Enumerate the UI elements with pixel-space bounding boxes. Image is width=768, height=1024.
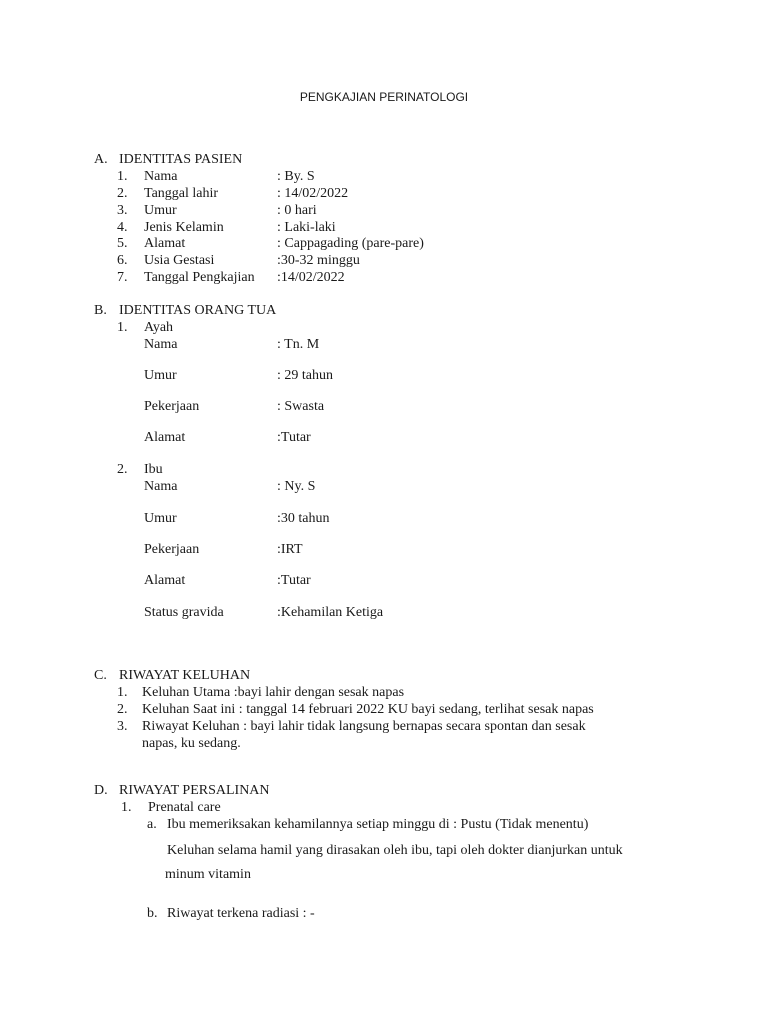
field-value: :Kehamilan Ketiga	[277, 605, 384, 620]
section-a-letter: A.	[94, 152, 108, 167]
sub-item-letter: a.	[147, 817, 157, 832]
section-a-heading: IDENTITAS PASIEN	[119, 152, 243, 167]
father-heading: Ayah	[144, 320, 174, 335]
list-item-number: 2.	[117, 186, 128, 201]
field-label: Tanggal Pengkajian	[144, 270, 255, 285]
list-item-number: 1.	[121, 800, 132, 815]
sub-item-note: Keluhan selama hamil yang dirasakan oleh ibu, tapi oleh dokter dianjurkan untuk	[167, 843, 623, 858]
list-item-number: 1.	[117, 320, 128, 335]
list-item-text: Keluhan Saat ini : tanggal 14 februari 2022 KU bayi sedang, terlihat sesak napas	[142, 702, 594, 717]
field-value: : Ny. S	[277, 479, 316, 494]
list-item-number: 1.	[117, 685, 128, 700]
field-label: Jenis Kelamin	[144, 220, 224, 235]
field-value: : Laki-laki	[277, 220, 336, 235]
field-label: Alamat	[144, 236, 186, 251]
list-item-number: 7.	[117, 270, 128, 285]
field-value: :14/02/2022	[277, 270, 345, 285]
field-label: Umur	[144, 511, 177, 526]
field-value: :30-32 minggu	[277, 253, 360, 268]
field-label: Alamat	[144, 573, 186, 588]
list-item-text: Riwayat Keluhan : bayi lahir tidak langsung bernapas secara spontan dan sesak	[142, 719, 586, 734]
field-label: Nama	[144, 169, 178, 184]
sub-item-text: Riwayat terkena radiasi : -	[167, 906, 315, 921]
field-label: Pekerjaan	[144, 399, 200, 414]
section-c-heading: RIWAYAT KELUHAN	[119, 668, 251, 683]
list-item-continuation: napas, ku sedang.	[142, 736, 241, 751]
section-b-heading: IDENTITAS ORANG TUA	[119, 303, 277, 318]
field-value: : 14/02/2022	[277, 186, 349, 201]
mother-heading: Ibu	[144, 462, 163, 477]
list-item-text: Keluhan Utama :bayi lahir dengan sesak napas	[142, 685, 405, 700]
prenatal-care-label: Prenatal care	[148, 800, 221, 815]
sub-item-note: minum vitamin	[165, 867, 251, 882]
sub-item-text: Ibu memeriksakan kehamilannya setiap minggu di : Pustu (Tidak menentu)	[167, 817, 589, 832]
list-item-number: 3.	[117, 719, 128, 734]
field-label: Status gravida	[144, 605, 224, 620]
field-label: Nama	[144, 479, 178, 494]
list-item-number: 6.	[117, 253, 128, 268]
field-value: : By. S	[277, 169, 315, 184]
list-item-number: 5.	[117, 236, 128, 251]
section-d-letter: D.	[94, 783, 108, 798]
field-value: : Swasta	[277, 399, 325, 414]
field-value: :30 tahun	[277, 511, 330, 526]
field-label: Umur	[144, 203, 177, 218]
field-label: Nama	[144, 337, 178, 352]
field-label: Alamat	[144, 430, 186, 445]
field-value: : Cappagading (pare-pare)	[277, 236, 424, 251]
sub-item-letter: b.	[147, 906, 158, 921]
field-value: : 0 hari	[277, 203, 317, 218]
field-label: Umur	[144, 368, 177, 383]
section-b-letter: B.	[94, 303, 107, 318]
field-value: :Tutar	[277, 573, 311, 588]
field-value: :Tutar	[277, 430, 311, 445]
field-label: Pekerjaan	[144, 542, 200, 557]
section-d-heading: RIWAYAT PERSALINAN	[119, 783, 270, 798]
field-value: : 29 tahun	[277, 368, 333, 383]
field-value: :IRT	[277, 542, 303, 557]
field-label: Usia Gestasi	[144, 253, 215, 268]
document-title: PENGKAJIAN PERINATOLOGI	[299, 90, 469, 104]
list-item-number: 3.	[117, 203, 128, 218]
field-value: : Tn. M	[277, 337, 320, 352]
list-item-number: 1.	[117, 169, 128, 184]
field-label: Tanggal lahir	[144, 186, 219, 201]
list-item-number: 4.	[117, 220, 128, 235]
list-item-number: 2.	[117, 462, 128, 477]
list-item-number: 2.	[117, 702, 128, 717]
section-c-letter: C.	[94, 668, 107, 683]
